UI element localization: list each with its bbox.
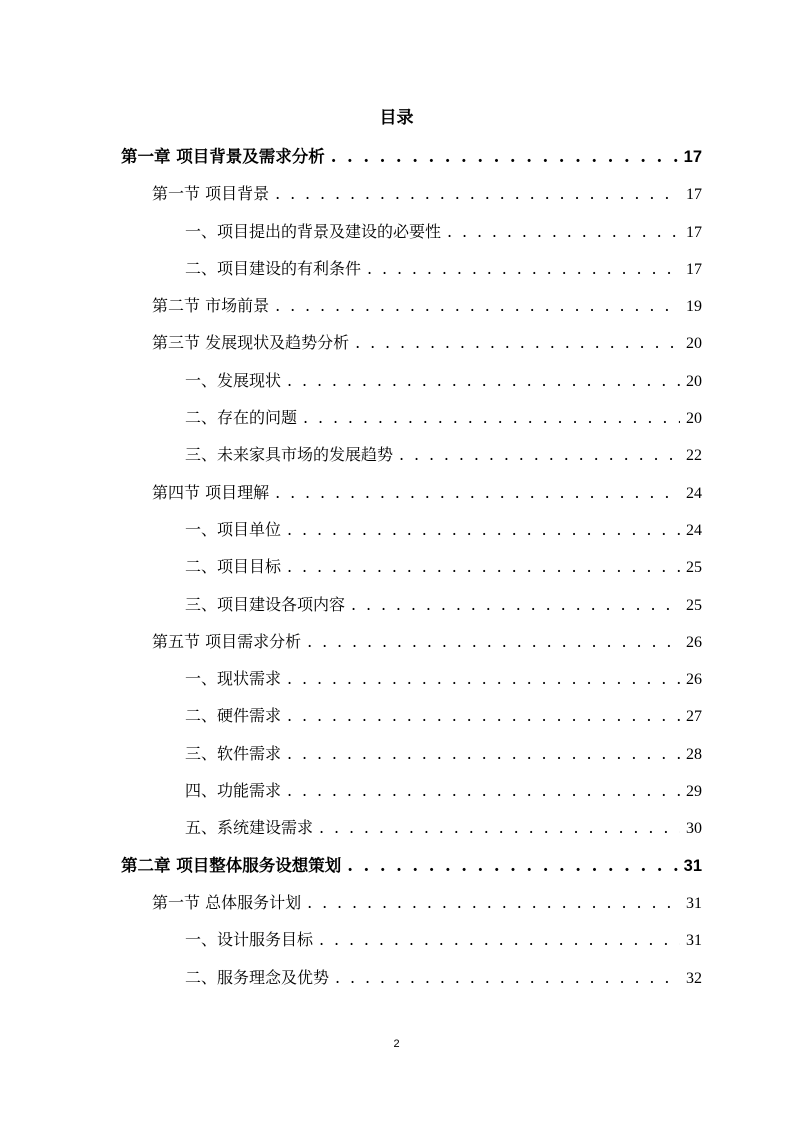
toc-entry-page: 17 <box>686 186 702 204</box>
toc-entry[interactable] <box>0 779 793 816</box>
toc-entry-label: 第一节 项目背景 <box>152 184 270 204</box>
toc-entry-label: 一、发展现状 <box>185 370 282 390</box>
toc-entry[interactable] <box>0 816 793 853</box>
toc-entry[interactable] <box>0 369 793 406</box>
toc-dot-leader <box>307 630 680 654</box>
toc-entry-page: 20 <box>686 372 702 390</box>
toc-entry[interactable] <box>0 443 793 480</box>
toc-entry-label: 第五节 项目需求分析 <box>152 631 302 651</box>
toc-entry-label: 第四节 项目理解 <box>152 482 270 502</box>
toc-entry[interactable] <box>0 593 793 630</box>
toc-entry-label: 五、系统建设需求 <box>185 818 314 838</box>
toc-entry[interactable] <box>0 182 793 219</box>
toc-entry-page: 32 <box>686 969 702 987</box>
toc-dot-leader <box>335 966 680 990</box>
toc-entry[interactable] <box>0 928 793 965</box>
toc-entry-page: 24 <box>686 484 702 502</box>
toc-dot-leader <box>447 220 680 244</box>
toc-entry-label: 一、设计服务目标 <box>185 930 314 950</box>
toc-dot-leader <box>367 257 680 281</box>
toc-entry[interactable] <box>0 481 793 518</box>
page-number: 2 <box>393 1038 400 1050</box>
toc-entry-label: 第一章 项目背景及需求分析 <box>121 147 325 166</box>
toc-entry-page: 17 <box>686 223 702 241</box>
toc-dot-leader <box>287 369 680 393</box>
toc-entry-label: 二、项目建设的有利条件 <box>185 258 362 278</box>
toc-entry-page: 27 <box>686 708 702 726</box>
toc-entry[interactable] <box>0 294 793 331</box>
toc-entry-page: 17 <box>686 260 702 278</box>
toc-dot-leader <box>319 816 680 840</box>
toc-entry[interactable] <box>0 966 793 1003</box>
toc-entry-label: 三、项目建设各项内容 <box>185 594 346 614</box>
toc-entry[interactable] <box>0 220 793 257</box>
toc-dot-leader <box>275 481 680 505</box>
toc-entry-label: 二、项目目标 <box>185 557 282 577</box>
toc-entry-label: 三、软件需求 <box>185 743 282 763</box>
toc-entry-label: 二、存在的问题 <box>185 408 298 428</box>
toc-dot-leader <box>287 518 680 542</box>
toc-entry[interactable] <box>0 854 793 891</box>
toc-entry-page: 20 <box>686 410 702 428</box>
toc-dot-leader <box>287 667 680 691</box>
toc-entry[interactable] <box>0 742 793 779</box>
toc-entry[interactable] <box>0 704 793 741</box>
toc-dot-leader <box>355 331 680 355</box>
toc-entry-page: 26 <box>686 671 702 689</box>
toc-dot-leader <box>303 406 680 430</box>
toc-entry-page: 29 <box>686 783 702 801</box>
toc-entry-label: 第一节 总体服务计划 <box>152 892 302 912</box>
toc-dot-leader <box>347 854 677 878</box>
toc-entry-page: 24 <box>686 521 702 539</box>
toc-entry[interactable] <box>0 257 793 294</box>
toc-entry[interactable] <box>0 145 793 182</box>
toc-entry-page: 31 <box>683 856 702 875</box>
toc-entry-label: 四、功能需求 <box>185 781 282 801</box>
toc-entry[interactable] <box>0 406 793 443</box>
toc-entry[interactable] <box>0 518 793 555</box>
toc-entry[interactable] <box>0 667 793 704</box>
toc-entry-label: 三、未来家具市场的发展趋势 <box>185 445 394 465</box>
toc-entry-page: 28 <box>686 745 702 763</box>
toc-entry-page: 25 <box>686 559 702 577</box>
toc-dot-leader <box>287 555 680 579</box>
toc-entry-label: 第二章 项目整体服务设想策划 <box>121 855 342 875</box>
toc-entry-page: 20 <box>686 335 702 353</box>
toc-entry-page: 26 <box>686 633 702 651</box>
toc-entry-label: 二、硬件需求 <box>185 706 282 726</box>
toc-entry[interactable] <box>0 630 793 667</box>
toc-entry-page: 25 <box>686 596 702 614</box>
toc-entry-page: 22 <box>686 447 702 465</box>
toc-entry-page: 31 <box>686 932 702 950</box>
toc-entry[interactable] <box>0 891 793 928</box>
toc-entry-page: 17 <box>683 148 702 166</box>
toc-dot-leader <box>287 779 680 803</box>
toc-list <box>0 145 793 1003</box>
toc-entry-label: 第三节 发展现状及趋势分析 <box>152 333 350 353</box>
toc-title: 目录 <box>379 108 414 128</box>
toc-entry[interactable] <box>0 555 793 592</box>
toc-dot-leader <box>351 593 680 617</box>
toc-entry-label: 一、项目提出的背景及建设的必要性 <box>185 221 442 241</box>
toc-entry-label: 一、现状需求 <box>185 669 282 689</box>
toc-dot-leader <box>287 704 680 728</box>
toc-entry-label: 二、服务理念及优势 <box>185 967 330 987</box>
toc-dot-leader <box>287 742 680 766</box>
toc-entry-page: 30 <box>686 820 702 838</box>
toc-dot-leader <box>319 928 680 952</box>
toc-dot-leader <box>331 145 678 169</box>
toc-dot-leader <box>275 182 680 206</box>
toc-dot-leader <box>399 443 680 467</box>
toc-dot-leader <box>275 294 680 318</box>
toc-entry-label: 一、项目单位 <box>185 519 282 539</box>
toc-entry-page: 31 <box>686 894 702 912</box>
toc-entry[interactable] <box>0 331 793 368</box>
toc-entry-label: 第二节 市场前景 <box>152 296 270 316</box>
toc-dot-leader <box>307 891 680 915</box>
toc-entry-page: 19 <box>686 298 702 316</box>
